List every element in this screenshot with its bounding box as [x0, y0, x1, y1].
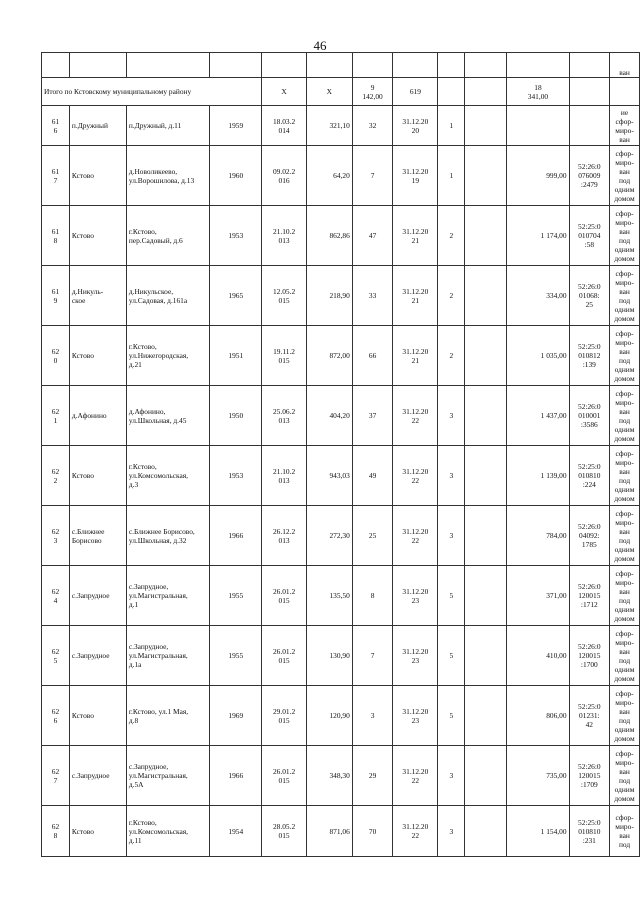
resettlement-deadline: 31.12.20 23 [393, 686, 438, 746]
build-year: 1960 [210, 146, 262, 206]
land-status: сфор- миро- ван под одним домом [610, 446, 640, 506]
address: г.Кстово, ул.Комсомольская, д.11 [126, 806, 209, 857]
total-year: Х [262, 78, 306, 106]
settlement: Кстово [69, 146, 126, 206]
recognition-date: 28.05.2 015 [262, 806, 306, 857]
cost: 334,00 [507, 266, 569, 326]
address: д.Афонино, ул.Школьная, д.45 [126, 386, 209, 446]
resettlement-deadline: 31.12.20 21 [393, 266, 438, 326]
build-year: 1955 [210, 566, 262, 626]
empty-cell [465, 206, 507, 266]
cadastral-number: 52:25:0 010704 :58 [569, 206, 610, 266]
row-index: 62 6 [42, 686, 70, 746]
area: 404,20 [306, 386, 352, 446]
empty-cell [465, 386, 507, 446]
table-row [42, 326, 640, 386]
address: с.Запрудное, ул.Магистральная, д.1а [126, 626, 209, 686]
total-area: 9 142,00 [352, 78, 393, 106]
table-row [42, 266, 640, 326]
residents: 32 [352, 106, 393, 146]
residents: 7 [352, 146, 393, 206]
build-year: 1969 [210, 686, 262, 746]
address: с.Ближнее Борисово, ул.Школьная, д.32 [126, 506, 209, 566]
resettlement-deadline: 31.12.20 19 [393, 146, 438, 206]
land-status: сфор- миро- ван под одним домом [610, 746, 640, 806]
area: 130,90 [306, 626, 352, 686]
settlement: Кстово [69, 326, 126, 386]
stage: 3 [438, 386, 465, 446]
cadastral-number: 52:26:0 120015 :1700 [569, 626, 610, 686]
row-index: 62 0 [42, 326, 70, 386]
recognition-date: 26.12.2 013 [262, 506, 306, 566]
build-year: 1951 [210, 326, 262, 386]
area: 943,03 [306, 446, 352, 506]
row-index: 62 8 [42, 806, 70, 857]
residents: 33 [352, 266, 393, 326]
table-row-top [42, 53, 640, 78]
cadastral-number: 52:26:0 010001 :3586 [569, 386, 610, 446]
cost: 806,00 [507, 686, 569, 746]
cadastral-number: 52:26:0 120015 :1709 [569, 746, 610, 806]
stage: 3 [438, 506, 465, 566]
resettlement-deadline: 31.12.20 21 [393, 206, 438, 266]
cadastral-number: 52:26:0 01068: 25 [569, 266, 610, 326]
land-status: сфор- миро- ван под одним домом [610, 146, 640, 206]
cost: 735,00 [507, 746, 569, 806]
address: п.Дружный, д.11 [126, 106, 209, 146]
settlement: Кстово [69, 686, 126, 746]
table-row [42, 146, 640, 206]
stage: 5 [438, 686, 465, 746]
total-people: 619 [393, 78, 438, 106]
recognition-date: 26.01.2 015 [262, 626, 306, 686]
stage: 1 [438, 106, 465, 146]
build-year: 1965 [210, 266, 262, 326]
residents: 29 [352, 746, 393, 806]
cadastral-number: 52:25:0 010810 :224 [569, 446, 610, 506]
build-year: 1950 [210, 386, 262, 446]
stage: 3 [438, 746, 465, 806]
settlement: Кстово [69, 206, 126, 266]
cadastral-number: 52:25:0 01231: 42 [569, 686, 610, 746]
land-status: сфор- миро- ван под одним домом [610, 686, 640, 746]
resettlement-deadline: 31.12.20 22 [393, 746, 438, 806]
stage: 3 [438, 806, 465, 857]
recognition-date: 26.01.2 015 [262, 746, 306, 806]
area: 272,30 [306, 506, 352, 566]
land-status: сфор- миро- ван под [610, 806, 640, 857]
empty-cell [465, 746, 507, 806]
build-year: 1966 [210, 506, 262, 566]
area: 64,20 [306, 146, 352, 206]
empty-cell [465, 506, 507, 566]
table-row [42, 806, 640, 857]
recognition-date: 26.01.2 015 [262, 566, 306, 626]
table-row [42, 106, 640, 146]
cost: 1 154,00 [507, 806, 569, 857]
recognition-date: 29.01.2 015 [262, 686, 306, 746]
row-index: 61 8 [42, 206, 70, 266]
row-index: 62 5 [42, 626, 70, 686]
total-sum: 18 341,00 [507, 78, 569, 106]
resettlement-deadline: 31.12.20 22 [393, 386, 438, 446]
cost [507, 106, 569, 146]
area: 135,50 [306, 566, 352, 626]
residents: 37 [352, 386, 393, 446]
row-index: 62 4 [42, 566, 70, 626]
table-row [42, 746, 640, 806]
build-year: 1953 [210, 446, 262, 506]
stage: 2 [438, 206, 465, 266]
settlement: Кстово [69, 806, 126, 857]
area: 218,90 [306, 266, 352, 326]
area: 872,00 [306, 326, 352, 386]
build-year: 1954 [210, 806, 262, 857]
table-row [42, 206, 640, 266]
page-number: 46 [313, 38, 327, 53]
settlement: д.Никуль- ское [69, 266, 126, 326]
cost: 1 174,00 [507, 206, 569, 266]
land-status: сфор- миро- ван под одним домом [610, 386, 640, 446]
row-index: 62 1 [42, 386, 70, 446]
stage: 2 [438, 326, 465, 386]
cost: 1 437,00 [507, 386, 569, 446]
empty-cell [465, 626, 507, 686]
land-status: сфор- миро- ван под одним домом [610, 626, 640, 686]
stage: 3 [438, 446, 465, 506]
empty-cell [465, 106, 507, 146]
housing-table [41, 52, 640, 857]
residents: 49 [352, 446, 393, 506]
area: 871,06 [306, 806, 352, 857]
cadastral-number: 52:26:0 076009 :2479 [569, 146, 610, 206]
settlement: с.Запрудное [69, 626, 126, 686]
resettlement-deadline: 31.12.20 23 [393, 626, 438, 686]
settlement: Кстово [69, 446, 126, 506]
residents: 66 [352, 326, 393, 386]
cost: 371,00 [507, 566, 569, 626]
build-year: 1966 [210, 746, 262, 806]
land-status: сфор- миро- ван под одним домом [610, 326, 640, 386]
resettlement-deadline: 31.12.20 22 [393, 806, 438, 857]
settlement: д.Афонино [69, 386, 126, 446]
address: г.Кстово, ул.Нижегородская, д.21 [126, 326, 209, 386]
table-row [42, 506, 640, 566]
empty-cell [465, 326, 507, 386]
build-year: 1955 [210, 626, 262, 686]
row-index: 61 7 [42, 146, 70, 206]
row-index: 61 6 [42, 106, 70, 146]
stage: 2 [438, 266, 465, 326]
table-row [42, 686, 640, 746]
stage: 5 [438, 566, 465, 626]
address: с.Запрудное, ул.Магистральная, д.5А [126, 746, 209, 806]
settlement: с.Запрудное [69, 566, 126, 626]
resettlement-deadline: 31.12.20 23 [393, 566, 438, 626]
empty-cell [465, 566, 507, 626]
cost: 1 035,00 [507, 326, 569, 386]
resettlement-deadline: 31.12.20 20 [393, 106, 438, 146]
top-note: ван [610, 53, 640, 78]
table-row-total [42, 78, 640, 106]
recognition-date: 19.11.2 015 [262, 326, 306, 386]
recognition-date: 09.02.2 016 [262, 146, 306, 206]
row-index: 62 7 [42, 746, 70, 806]
recognition-date: 25.06.2 013 [262, 386, 306, 446]
total-label: Итого по Кстовскому муниципальному району [42, 78, 262, 106]
cadastral-number: 52:26:0 120015 :1712 [569, 566, 610, 626]
stage: 1 [438, 146, 465, 206]
empty-cell [465, 806, 507, 857]
total-date: Х [306, 78, 352, 106]
address: г.Кстово, ул.Комсомольская, д.3 [126, 446, 209, 506]
address: г.Кстово, пер.Садовый, д.6 [126, 206, 209, 266]
resettlement-deadline: 31.12.20 22 [393, 446, 438, 506]
cadastral-number: 52:26:0 04092: 1785 [569, 506, 610, 566]
resettlement-deadline: 31.12.20 21 [393, 326, 438, 386]
residents: 25 [352, 506, 393, 566]
address: с.Запрудное, ул.Магистральная, д.1 [126, 566, 209, 626]
table-row [42, 566, 640, 626]
stage: 5 [438, 626, 465, 686]
residents: 8 [352, 566, 393, 626]
land-status: сфор- миро- ван под одним домом [610, 506, 640, 566]
row-index: 62 3 [42, 506, 70, 566]
empty-cell [465, 146, 507, 206]
address: г.Кстово, ул.1 Мая, д.8 [126, 686, 209, 746]
cost: 784,00 [507, 506, 569, 566]
residents: 47 [352, 206, 393, 266]
area: 862,86 [306, 206, 352, 266]
row-index: 61 9 [42, 266, 70, 326]
residents: 70 [352, 806, 393, 857]
address: д.Новоликеево, ул.Ворошилова, д.13 [126, 146, 209, 206]
settlement: с.Запрудное [69, 746, 126, 806]
empty-cell [465, 266, 507, 326]
cost: 410,00 [507, 626, 569, 686]
land-status: сфор- миро- ван под одним домом [610, 566, 640, 626]
address: д.Никульское, ул.Садовая, д.161а [126, 266, 209, 326]
recognition-date: 18.03.2 014 [262, 106, 306, 146]
cost: 999,00 [507, 146, 569, 206]
recognition-date: 21.10.2 013 [262, 206, 306, 266]
build-year: 1959 [210, 106, 262, 146]
row-index: 62 2 [42, 446, 70, 506]
settlement: с.Ближнее Борисово [69, 506, 126, 566]
settlement: п.Дружный [69, 106, 126, 146]
recognition-date: 12.05.2 015 [262, 266, 306, 326]
cadastral-number [569, 106, 610, 146]
build-year: 1953 [210, 206, 262, 266]
residents: 3 [352, 686, 393, 746]
land-status: сфор- миро- ван под одним домом [610, 206, 640, 266]
land-status: сфор- миро- ван под одним домом [610, 266, 640, 326]
land-status: ие сфор- миро- ван [610, 106, 640, 146]
residents: 7 [352, 626, 393, 686]
table-row [42, 626, 640, 686]
cadastral-number: 52:25:0 010812 :139 [569, 326, 610, 386]
table-row [42, 446, 640, 506]
cadastral-number: 52:25:0 010810 :231 [569, 806, 610, 857]
empty-cell [465, 446, 507, 506]
cost: 1 139,00 [507, 446, 569, 506]
area: 120,90 [306, 686, 352, 746]
area: 321,10 [306, 106, 352, 146]
area: 348,30 [306, 746, 352, 806]
table-row [42, 386, 640, 446]
resettlement-deadline: 31.12.20 22 [393, 506, 438, 566]
empty-cell [465, 686, 507, 746]
recognition-date: 21.10.2 013 [262, 446, 306, 506]
